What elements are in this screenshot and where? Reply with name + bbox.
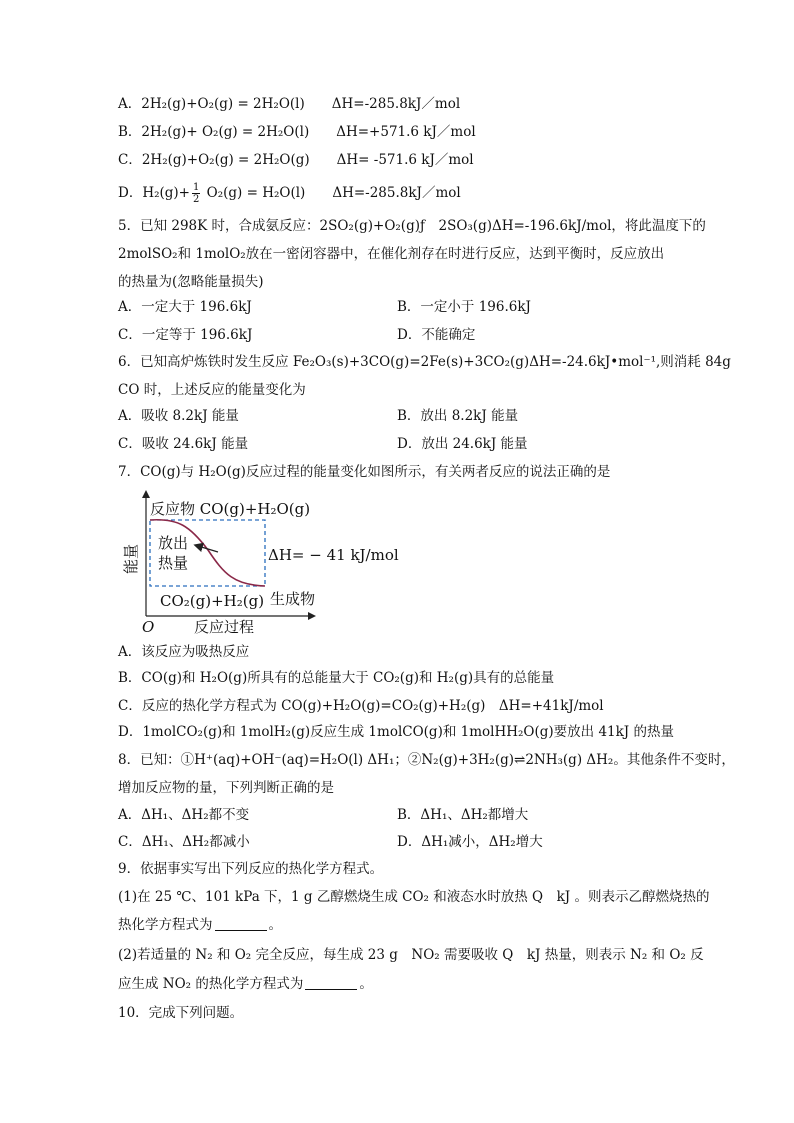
q9-part2-prompt: 应生成 NO₂ 的热化学方程式为: [118, 976, 304, 992]
q6-stem-line2: CO 时，上述反应的能量变化为: [118, 382, 306, 398]
release-label: 放出: [158, 534, 189, 552]
q4-option-d: [118, 180, 461, 206]
origin-label: O: [142, 618, 155, 636]
q8-option-c: C．ΔH₁、ΔH₂都减小: [118, 834, 250, 850]
q6-option-b: B．放出 8.2kJ 能量: [397, 408, 519, 424]
q5-stem-line2: 2molSO₂和 1molO₂放在一密闭容器中，在催化剂存在时进行反应，达到平衡时，反应放出: [118, 246, 665, 262]
fraction-numerator: 1: [193, 182, 200, 193]
q4-option-d-pre: D．H₂(g)+: [118, 185, 190, 201]
heat-label: 热量: [158, 554, 189, 572]
q9-part1-line2: [118, 915, 282, 935]
delta-h-label: ΔH= − 41 kJ/mol: [268, 546, 399, 564]
q5-option-a: A．一定大于 196.6kJ: [118, 299, 252, 315]
answer-blank-2[interactable]: [305, 976, 357, 990]
q9-part1-prompt: 热化学方程式为: [118, 917, 213, 933]
q9-part1-end: 。: [268, 917, 282, 933]
q8-stem-line1: 8．已知：①H⁺(aq)+OH⁻(aq)=H₂O(l) ΔH₁；②N₂(g)+3H₂(g)⇌2NH₃(g) ΔH₂。其他条件不变时，: [118, 752, 735, 768]
q5-stem-line1: 5．已知 298K 时，合成氨反应：2SO₂(g)+O₂(g)ƒ 2SO₃(g)ΔH=-196.6kJ/mol，将此温度下的: [118, 218, 706, 234]
q9-part2-line2: [118, 974, 373, 994]
energy-diagram: [118, 488, 418, 636]
q7-stem: 7．CO(g)与 H₂O(g)反应过程的能量变化如图所示，有关两者反应的说法正确的是: [118, 464, 611, 480]
q6-option-a: A．吸收 8.2kJ 能量: [118, 408, 239, 424]
q9-part2-line1: (2)若适量的 N₂ 和 O₂ 完全反应，每生成 23 g NO₂ 需要吸收 Q kJ 热量，则表示 N₂ 和 O₂ 反: [118, 947, 704, 963]
q5-option-d: D．不能确定: [397, 327, 476, 343]
q4-option-b: B．2H₂(g)+ O₂(g) = 2H₂O(l) ΔH=+571.6 kJ／mol: [118, 124, 476, 140]
q5-option-c: C．一定等于 196.6kJ: [118, 327, 253, 343]
q6-option-c: C．吸收 24.6kJ 能量: [118, 436, 249, 452]
q10-stem: 10．完成下列问题。: [118, 1005, 244, 1021]
y-axis-arrow: [142, 490, 150, 498]
x-axis-label: 反应过程: [194, 618, 255, 636]
q7-option-a: A．该反应为吸热反应: [118, 644, 250, 660]
q7-option-b: B．CO(g)和 H₂O(g)所具有的总能量大于 CO₂(g)和 H₂(g)具有的总能量: [118, 670, 555, 686]
q5-option-b: B．一定小于 196.6kJ: [397, 299, 531, 315]
q4-option-c: C．2H₂(g)+O₂(g) = 2H₂O(g) ΔH= -571.6 kJ／mol: [118, 152, 474, 168]
energy-curve: [150, 520, 265, 586]
fraction-denominator: 2: [193, 194, 200, 205]
q7-option-d: D．1molCO₂(g)和 1molH₂(g)反应生成 1molCO(g)和 1molHH₂O(g)要放出 41kJ 的热量: [118, 724, 675, 740]
fraction: [192, 182, 200, 205]
x-axis-arrow: [308, 612, 316, 620]
answer-blank-1[interactable]: [215, 917, 267, 931]
products-formula: CO₂(g)+H₂(g): [160, 592, 265, 610]
q9-part1-line1: (1)在 25 ℃、101 kPa 下，1 g 乙醇燃烧生成 CO₂ 和液态水时放热 Q kJ 。则表示乙醇燃烧热的: [118, 889, 710, 905]
q9-part2-end: 。: [359, 976, 373, 992]
q8-option-a: A．ΔH₁、ΔH₂都不变: [118, 807, 250, 823]
y-axis-label: 能量: [122, 543, 140, 574]
q6-option-d: D．放出 24.6kJ 能量: [397, 436, 528, 452]
q9-stem: 9．依据事实写出下列反应的热化学方程式。: [118, 861, 384, 877]
reactants-label: 反应物 CO(g)+H₂O(g): [150, 500, 311, 518]
q4-option-d-post: O₂(g) = H₂O(l) ΔH=-285.8kJ／mol: [202, 185, 461, 201]
q6-stem-line1: 6．已知高炉炼铁时发生反应 Fe₂O₃(s)+3CO(g)=2Fe(s)+3CO₂(g)ΔH=-24.6kJ•mol⁻¹,则消耗 84g: [118, 354, 731, 370]
q8-option-d: D．ΔH₁减小，ΔH₂增大: [397, 834, 543, 850]
q7-option-c: C．反应的热化学方程式为 CO(g)+H₂O(g)=CO₂(g)+H₂(g) ΔH=+41kJ/mol: [118, 698, 604, 714]
products-label: 生成物: [270, 590, 316, 608]
q8-stem-line2: 增加反应物的量，下列判断正确的是: [118, 780, 334, 796]
q5-stem-line3: 的热量为(忽略能量损失): [118, 274, 264, 290]
q4-option-a: A．2H₂(g)+O₂(g) = 2H₂O(l) ΔH=-285.8kJ／mol: [118, 96, 461, 112]
dashed-box: [150, 520, 265, 586]
q8-option-b: B．ΔH₁、ΔH₂都增大: [397, 807, 529, 823]
